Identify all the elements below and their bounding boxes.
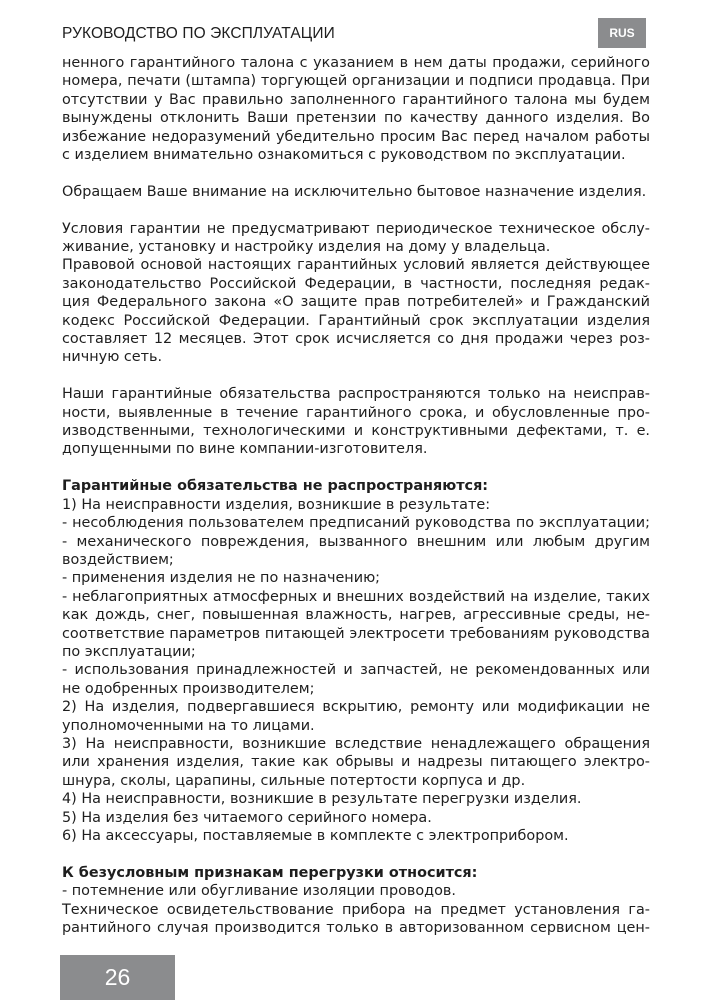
text-line: Техническое освидетельствование прибора на предмет установления га-	[62, 901, 650, 918]
text-line: или хранения изделия, такие как обрывы и надрезы питающего электро-	[62, 754, 650, 771]
text-line: изводственными, технологическими и конструктивными дефектами, т. е.	[62, 423, 650, 440]
section-heading: Гарантийные обязательства не распространяются:	[62, 478, 489, 495]
paragraph-gap	[62, 459, 650, 477]
text-line: Условия гарантии не предусматривают периодическое техническое обслу-	[62, 220, 650, 237]
text-line: Правовой основой настоящих гарантийных условий является действующее	[62, 257, 650, 274]
text-line: живание, установку и настройку изделия на дому у владельца.	[62, 239, 551, 256]
paragraph-gap	[62, 367, 650, 385]
text-line: рантийного случая производится только в авторизованном сервисном цен-	[62, 920, 650, 937]
text-line: воздействием;	[62, 551, 174, 568]
text-line: 2) На изделия, подвергавшиеся вскрытию, ремонту или модификации не	[62, 699, 650, 716]
text-line: законодательство Российской Федерации, в частности, последняя редак-	[62, 275, 650, 292]
text-line: кодекс Российской Федерации. Гарантийный срок эксплуатации изделия	[62, 312, 650, 329]
text-line: как дождь, снег, повышенная влажность, нагрев, агрессивные среды, не-	[62, 607, 650, 624]
body-text	[62, 54, 650, 937]
text-line: ция Федерального закона «О защите прав потребителей» и Гражданский	[62, 294, 650, 311]
text-line: не одобренных производителем;	[62, 680, 315, 697]
text-line: - применения изделия не по назначению;	[62, 570, 381, 587]
text-line: Обращаем Ваше внимание на исключительно бытовое назначение изделия.	[62, 183, 647, 200]
text-line: 5) На изделия без читаемого серийного номера.	[62, 809, 432, 826]
paragraph-gap	[62, 201, 650, 219]
text-line: шнура, сколы, царапины, сильные потертости корпуса и др.	[62, 772, 526, 789]
text-line: 4) На неисправности, возникшие в результате перегрузки изделия.	[62, 791, 582, 808]
text-line: с изделием внимательно ознакомиться с руководством по эксплуатации.	[62, 147, 626, 164]
text-line: избежание недоразумений убедительно просим Вас перед началом работы	[62, 128, 650, 145]
text-line: - использования принадлежностей и запчастей, не рекомендованных или	[62, 662, 650, 679]
text-line: 6) На аксессуары, поставляемые в комплекте с электроприбором.	[62, 828, 569, 844]
text-line: по эксплуатации;	[62, 643, 196, 660]
text-line: Наши гарантийные обязательства распространяются только на неисправ-	[62, 386, 650, 403]
paragraph-gap	[62, 845, 650, 863]
text-line: ненного гарантийного талона с указанием в нем даты продажи, серийного	[62, 55, 650, 71]
text-line: 3) На неисправности, возникшие вследствие ненадлежащего обращения	[62, 735, 650, 752]
text-line: - механического повреждения, вызванного внешним или любым другим	[62, 533, 650, 550]
page-number: 26	[60, 955, 175, 1000]
text-line: - потемнение или обугливание изоляции проводов.	[62, 883, 456, 900]
text-line: ности, выявленные в течение гарантийного срока, и обусловленные про-	[62, 404, 650, 421]
text-line: допущенными по вине компании-изготовителя.	[62, 441, 428, 458]
text-line: составляет 12 месяцев. Этот срок исчисляется со дня продажи через роз-	[62, 331, 650, 348]
text-line: уполномоченными на то лицами.	[62, 717, 315, 734]
text-line: соответствие параметров питающей электросети требованиям руководства	[62, 625, 650, 642]
text-line: 1) На неисправности изделия, возникшие в результате:	[62, 496, 491, 513]
paragraph-gap	[62, 164, 650, 182]
text-line: - неблагоприятных атмосферных и внешних воздействий на изделие, таких	[62, 588, 650, 605]
text-line: вынуждены отклонить Ваши претензии по качеству данного изделия. Во	[62, 110, 650, 127]
header-title: РУКОВОДСТВО ПО ЭКСПЛУАТАЦИИ	[62, 25, 335, 42]
section-heading: К безусловным признакам перегрузки относится:	[62, 864, 478, 881]
text-line: номера, печати (штампа) торгующей организации и подписи продавца. При	[62, 73, 650, 90]
text-line: ничную сеть.	[62, 349, 163, 366]
language-badge: RUS	[598, 18, 646, 48]
text-line: - несоблюдения пользователем предписаний руководства по эксплуатации;	[62, 515, 650, 532]
text-line: отсутствии у Вас правильно заполненного гарантийного талона мы будем	[62, 91, 650, 108]
